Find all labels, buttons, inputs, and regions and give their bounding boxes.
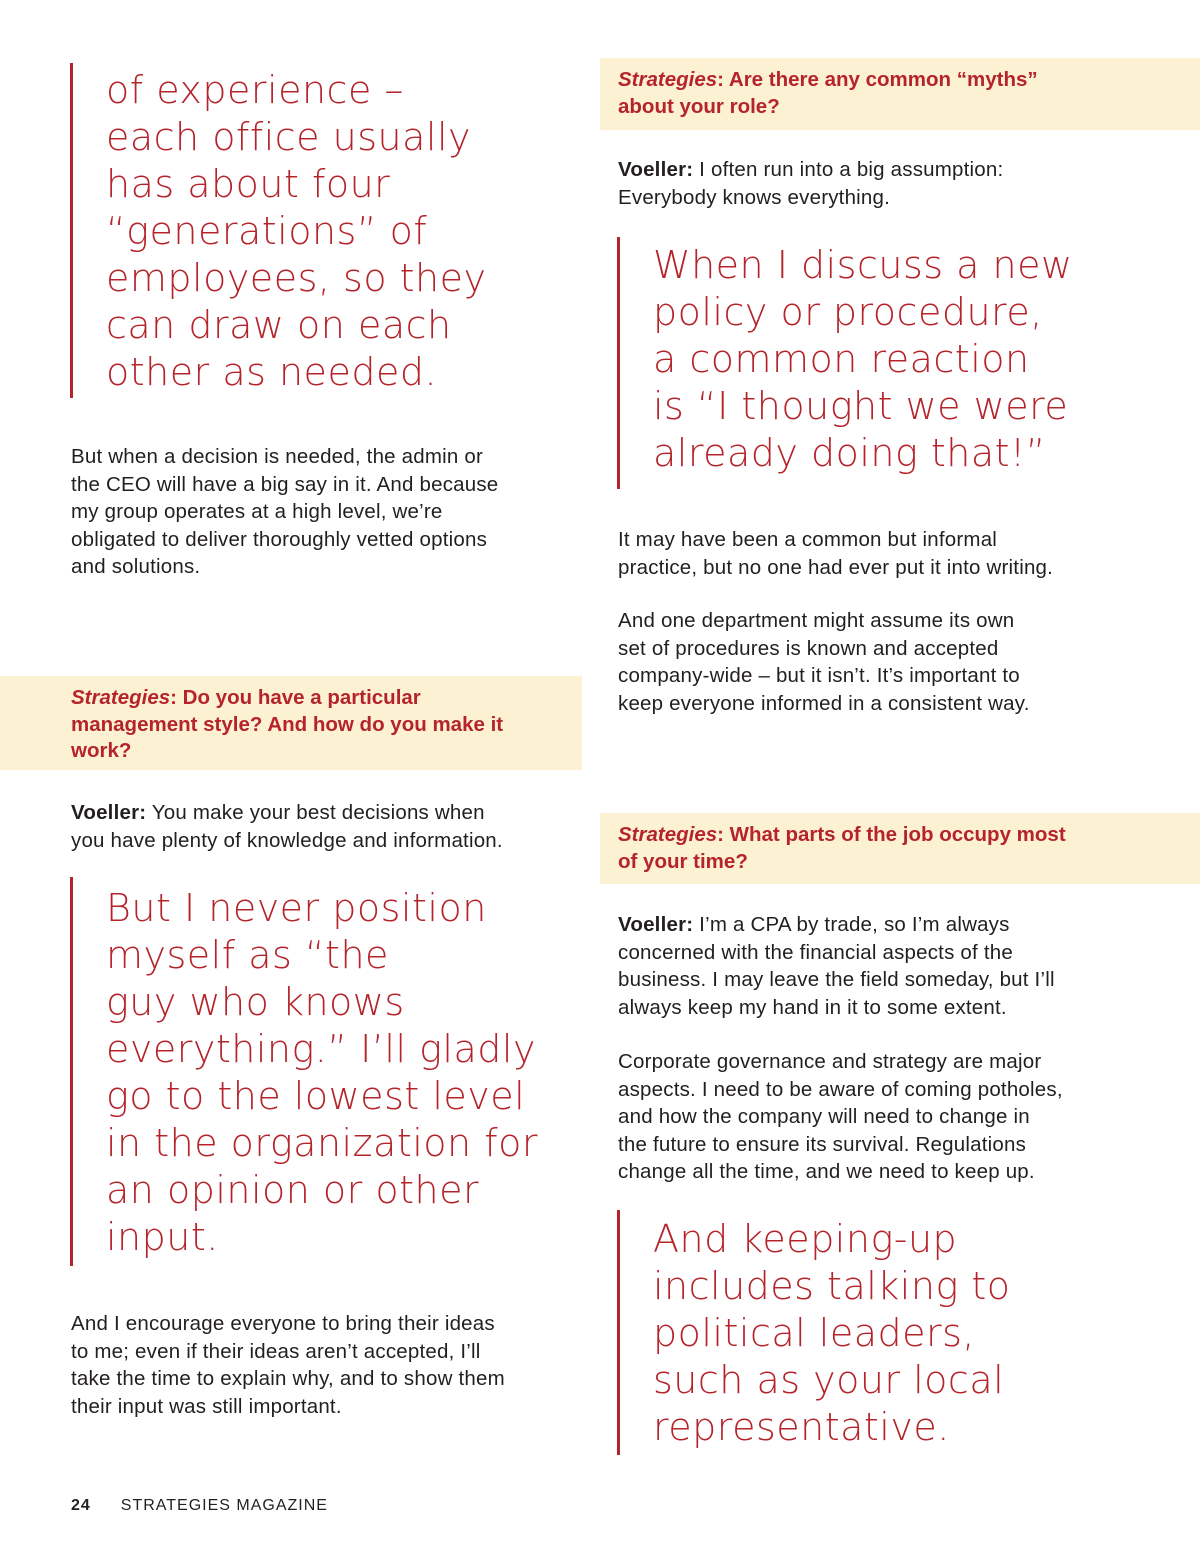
interview-question (600, 58, 1200, 130)
interview-question (0, 676, 582, 770)
paragraph (71, 443, 498, 581)
text-line: to me; even if their ideas aren’t accepted, I’ll (71, 1339, 481, 1363)
answer-text: I’m a CPA by trade, so I’m always (693, 913, 1010, 936)
paragraph (618, 607, 1030, 717)
pull-quote-line: employees, so they (106, 256, 487, 300)
pull-quote-line: everything.” I’ll gladly (106, 1027, 536, 1071)
speaker-name: Voeller: (71, 801, 147, 824)
text-line: and solutions. (71, 555, 201, 578)
answer-line: concerned with the financial aspects of the (618, 940, 1013, 964)
question-line: about your role? (618, 94, 780, 118)
paragraph (618, 1048, 1063, 1186)
text-line: take the time to explain why, and to show them (71, 1367, 505, 1390)
question-prefix: Strategies (618, 823, 718, 846)
question-prefix: Strategies (618, 68, 718, 91)
text-line: practice, but no one had ever put it into writing. (618, 555, 1054, 579)
page-number: 24 (71, 1497, 91, 1514)
pull-quote (70, 63, 550, 398)
question-line (618, 822, 1200, 849)
question-text: : Do you have a particular (170, 686, 421, 709)
answer-line: you have plenty of knowledge and information. (71, 828, 503, 852)
question-line: management style? And how do you make it (71, 712, 504, 736)
answer-paragraph (618, 156, 1003, 211)
pull-quote-line: already doing that!” (653, 431, 1046, 475)
text-line: aspects. I need to be aware of coming potholes, (618, 1077, 1063, 1101)
answer-line (618, 156, 1003, 184)
speaker-name: Voeller: (618, 913, 694, 936)
pull-quote-line: myself as “the (106, 933, 389, 977)
pull-quote-line: policy or procedure, (653, 290, 1043, 334)
pull-quote-line: of experience – (106, 68, 404, 112)
pull-quote (617, 1210, 1157, 1455)
answer-line: Everybody knows everything. (618, 185, 891, 209)
text-line: But when a decision is needed, the admin or (71, 445, 484, 468)
pull-quote-line: And keeping-up (653, 1217, 958, 1261)
text-line: the future to ensure its survival. Regulations (618, 1132, 1027, 1156)
question-line (618, 67, 1200, 94)
pull-quote-line: can draw on each (106, 303, 452, 347)
answer-paragraph (618, 911, 1055, 1021)
text-line: change all the time, and we need to keep up. (618, 1160, 1035, 1183)
answer-paragraph (71, 799, 503, 854)
text-line: And I encourage everyone to bring their ideas (71, 1312, 495, 1335)
text-line: company-wide – but it isn’t. It’s important to (618, 664, 1020, 687)
pull-quote-line: representative. (653, 1405, 950, 1449)
pull-quote-line: each office usually (106, 115, 471, 159)
answer-text: I often run into a big assumption: (693, 158, 1004, 181)
answer-line (618, 911, 1055, 939)
pull-quote-line: political leaders, (653, 1311, 975, 1355)
pull-quote (70, 877, 570, 1266)
question-line: work? (71, 739, 132, 762)
question-text: : Are there any common “myths” (717, 68, 1038, 91)
paragraph (71, 1310, 505, 1420)
pull-quote-line: an opinion or other (106, 1168, 480, 1212)
interview-question (600, 813, 1200, 884)
answer-line: business. I may leave the field someday, but I’ll (618, 968, 1055, 991)
text-line: keep everyone informed in a consistent way. (618, 691, 1030, 715)
text-line: and how the company will need to change in (618, 1105, 1030, 1128)
pull-quote-line: is “I thought we were (653, 384, 1069, 428)
text-line: their input was still important. (71, 1394, 342, 1418)
publication-name: STRATEGIES MAGAZINE (120, 1497, 328, 1514)
pull-quote-line: in the organization for (106, 1121, 538, 1165)
text-line: my group operates at a high level, we’re (71, 500, 443, 523)
page-footer (71, 1497, 328, 1515)
speaker-name: Voeller: (618, 158, 694, 181)
answer-text: You make your best decisions when (146, 801, 485, 824)
question-line: of your time? (618, 849, 748, 873)
text-line: Corporate governance and strategy are major (618, 1050, 1042, 1073)
pull-quote-line: includes talking to (653, 1264, 1011, 1308)
text-line: It may have been a common but informal (618, 528, 998, 551)
pull-quote-line: go to the lowest level (106, 1074, 526, 1118)
text-line: And one department might assume its own (618, 609, 1015, 632)
text-line: obligated to deliver thoroughly vetted options (71, 527, 488, 551)
pull-quote-line: When I discuss a new (653, 243, 1073, 287)
question-text: : What parts of the job occupy most (717, 823, 1066, 846)
text-line: set of procedures is known and accepted (618, 636, 999, 660)
text-line: the CEO will have a big say in it. And because (71, 472, 499, 496)
question-line (71, 685, 582, 712)
pull-quote-line: other as needed. (106, 350, 438, 394)
answer-line (71, 799, 503, 827)
question-prefix: Strategies (71, 686, 171, 709)
answer-line: always keep my hand in it to some extent. (618, 995, 1007, 1019)
pull-quote-line: But I never position (106, 886, 487, 930)
pull-quote-line: input. (106, 1215, 219, 1259)
paragraph (618, 526, 1053, 581)
pull-quote-line: has about four (106, 162, 391, 206)
pull-quote-line: “generations” of (106, 209, 428, 253)
pull-quote-line: such as your local (653, 1358, 1005, 1402)
pull-quote-line: guy who knows (106, 980, 405, 1024)
pull-quote-line: a common reaction (653, 337, 1030, 381)
pull-quote (617, 237, 1157, 489)
